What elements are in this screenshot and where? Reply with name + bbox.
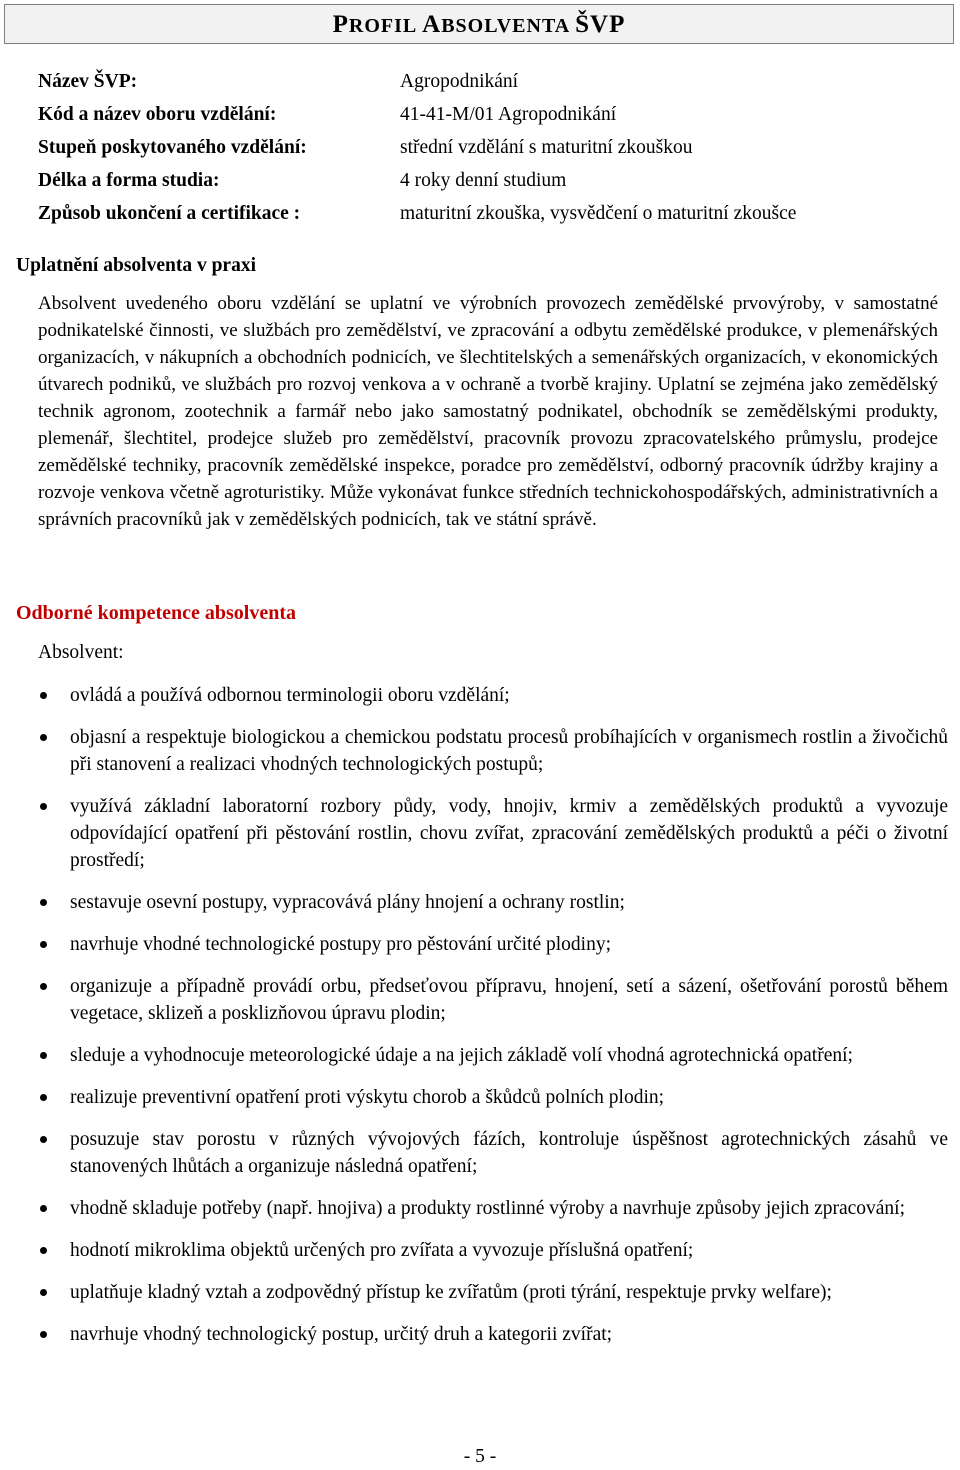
list-item (38, 1279, 948, 1306)
list-item (38, 1237, 948, 1264)
info-label: Název ŠVP: (38, 71, 138, 92)
uplatneni-paragraph: Absolvent uvedeného oboru vzdělání se uplatní ve výrobních provozech zemědělské prvovýroby, v samostatné podnikatelské činnosti, ve službách pro zemědělství, ve zpracování a odbytu zemědělské produkce, v plemenářských organizacích, v nákupních a obchodních podnicích, ve šlechtitelských a semenářských organizacích, v ekonomických útvarech podniků, ve službách pro rozvoj venkova a v ochraně a tvorbě krajiny. Uplatní se zejména jako zemědělský technik agronom, zootechnik a farmář nebo jako samostatný podnikatel, obchodník se zemědělskými produkty, plemenář, šlechtitel, prodejce služeb pro zemědělství, pracovník provozu zpracovatelského průmyslu, prodejce zemědělské techniky, pracovník zemědělské inspekce, poradce pro zemědělství, odborný pracovník údržby krajiny a rozvoje venkova včetně agroturistiky. Může vykonávat funkce středních technickohospodářských, administrativních a správních pracovníků jak v zemědělských podnicích, tak ve státní správě. (38, 293, 938, 530)
bullet-icon (40, 1094, 47, 1101)
bullet-icon (40, 1331, 47, 1338)
list-item-text: ovládá a používá odbornou terminologii oboru vzdělání; (70, 685, 510, 706)
title-rest-a: BSOLVENTA (441, 15, 576, 37)
info-row-kod (38, 103, 938, 136)
bullet-icon (40, 692, 47, 699)
list-item (38, 973, 948, 1027)
bullet-icon (40, 1247, 47, 1254)
list-item-text: vhodně skladuje potřeby (např. hnojiva) a produkty rostlinné výroby a navrhuje způsoby jejich zpracování; (70, 1198, 906, 1219)
list-item-text: posuzuje stav porostu v různých vývojových fázích, kontroluje úspěšnost agrotechnických zásahů ve stanovených lhůtách a organizuje následná opatření; (70, 1129, 948, 1177)
info-row-delka (38, 169, 938, 202)
list-item (38, 1084, 948, 1111)
bullet-icon (40, 803, 47, 810)
list-item-text: uplatňuje kladný vztah a zodpovědný přístup ke zvířatům (proti týrání, respektuje prvky welfare); (70, 1282, 832, 1303)
title-rest-p: ROFIL (348, 15, 423, 37)
list-item (38, 724, 948, 778)
info-value: 41-41-M/01 Agropodnikání (400, 104, 617, 125)
kompetence-list (38, 682, 948, 1363)
list-item (38, 1042, 948, 1069)
list-item (38, 1321, 948, 1348)
info-label: Délka a forma studia: (38, 170, 220, 191)
list-item-text: realizuje preventivní opatření proti výskytu chorob a škůdců polních plodin; (70, 1087, 665, 1108)
uplatneni-heading: Uplatnění absolventa v praxi (16, 255, 256, 276)
list-item (38, 682, 948, 709)
bullet-icon (40, 1289, 47, 1296)
list-item-text: navrhuje vhodný technologický postup, určitý druh a kategorii zvířat; (70, 1324, 613, 1345)
bullet-icon (40, 1052, 47, 1059)
title-initial-p: P (332, 11, 349, 38)
list-item (38, 931, 948, 958)
list-item (38, 1195, 948, 1222)
bullet-icon (40, 983, 47, 990)
list-item (38, 793, 948, 874)
page-title (4, 4, 954, 44)
list-item-text: organizuje a případně provádí orbu, předseťovou přípravu, hnojení, setí a sázení, ošetřování porostů během vegetace, sklizeň a posklizňovou úpravu plodin; (70, 976, 948, 1024)
kompetence-heading: Odborné kompetence absolventa (16, 602, 296, 624)
page-number: - 5 - (463, 1446, 497, 1467)
bullet-icon (40, 1136, 47, 1143)
list-item-text: navrhuje vhodné technologické postupy pro pěstování určité plodiny; (70, 934, 612, 955)
info-table (38, 70, 938, 235)
info-label: Způsob ukončení a certifikace : (38, 203, 301, 224)
list-item-text: objasní a respektuje biologickou a chemickou podstatu procesů probíhajících v organismech rostlin a živočichů při stanovení a realizaci vhodných technologických postupů; (70, 727, 948, 775)
list-item-text: sestavuje osevní postupy, vypracovává plány hnojení a ochrany rostlin; (70, 892, 625, 913)
bullet-icon (40, 734, 47, 741)
list-item (38, 1126, 948, 1180)
absolvent-label: Absolvent: (38, 642, 124, 663)
info-value: Agropodnikání (400, 71, 519, 92)
title-initial-a: A (422, 11, 442, 38)
list-item-text: sleduje a vyhodnocuje meteorologické údaje a na jejich základě volí vhodná agrotechnická opatření; (70, 1045, 853, 1066)
info-value: střední vzdělání s maturitní zkouškou (400, 137, 693, 158)
info-row-stupen (38, 136, 938, 169)
info-value: maturitní zkouška, vysvědčení o maturitní zkoušce (400, 203, 797, 224)
info-label: Kód a název oboru vzdělání: (38, 104, 277, 125)
list-item (38, 889, 948, 916)
info-label: Stupeň poskytovaného vzdělání: (38, 137, 307, 158)
info-value: 4 roky denní studium (400, 170, 567, 191)
info-row-zpusob (38, 202, 938, 235)
info-row-nazev (38, 70, 938, 103)
list-item-text: hodnotí mikroklima objektů určených pro zvířata a vyvozuje příslušná opatření; (70, 1240, 694, 1261)
list-item-text: využívá základní laboratorní rozbory půdy, vody, hnojiv, krmiv a zemědělských produktů a vyvozuje odpovídající opatření při pěstování rostlin, chovu zvířat, zpracování zemědělských produktů a péči o životní prostředí; (70, 796, 948, 871)
bullet-icon (40, 941, 47, 948)
title-svp: ŠVP (575, 11, 626, 38)
bullet-icon (40, 1205, 47, 1212)
bullet-icon (40, 899, 47, 906)
